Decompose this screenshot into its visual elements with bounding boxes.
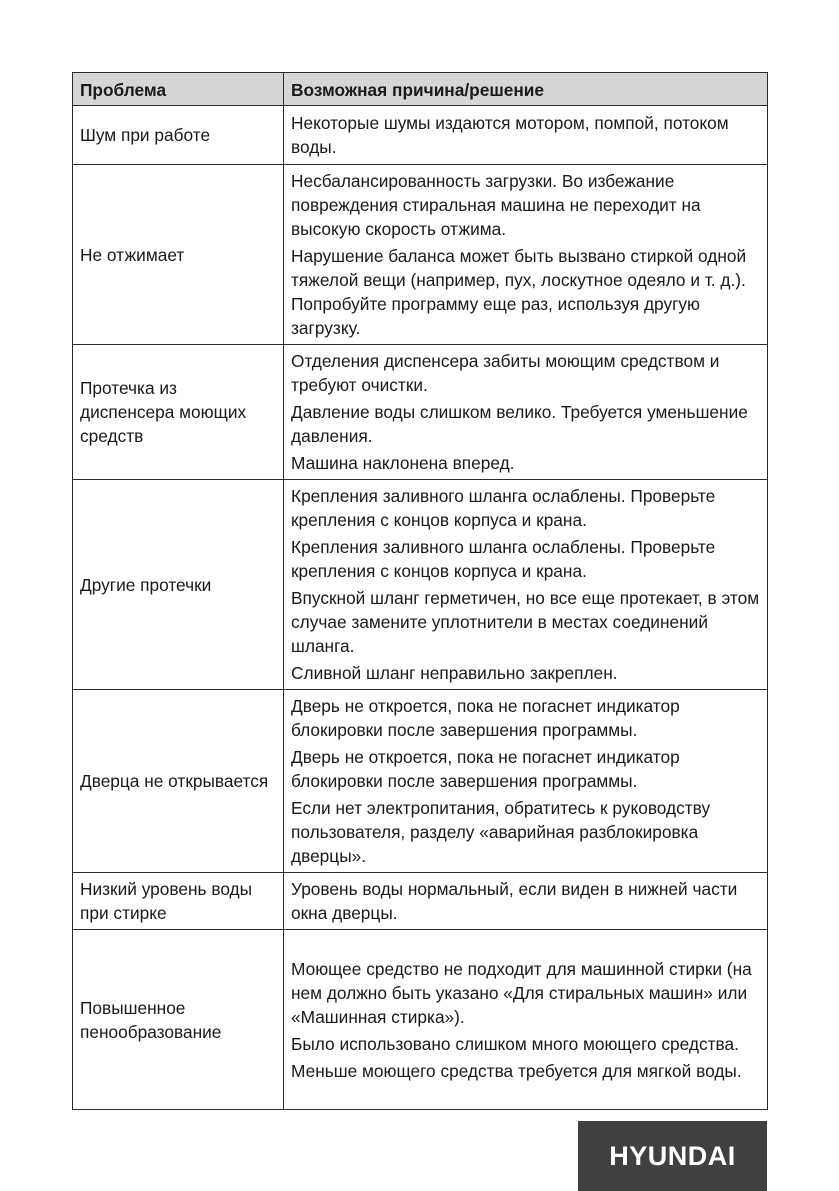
- problem-cell: Шум при работе: [73, 106, 284, 165]
- solution-text: Сливной шланг неправильно закреплен.: [291, 663, 618, 683]
- problem-cell: Дверца не открывается: [73, 690, 284, 873]
- table-row: [73, 345, 768, 480]
- solution-text: Отделения диспенсера забиты моющим средством и требуют очистки.: [291, 351, 720, 395]
- solution-text: Некоторые шумы издаются мотором, помпой, потоком воды.: [291, 113, 729, 157]
- hyundai-logo: [578, 1121, 767, 1191]
- solution-text: Если нет электропитания, обратитесь к руководству пользователя, разделу «аварийная разблокировка дверцы».: [291, 798, 711, 866]
- troubleshooting-table: [72, 72, 768, 1110]
- solution-cell: [284, 106, 768, 165]
- header-problem: Проблема: [73, 73, 284, 106]
- table-row: [73, 165, 768, 345]
- solution-text: Меньше моющего средства требуется для мягкой воды.: [291, 1060, 742, 1081]
- solution-text: Давление воды слишком велико. Требуется уменьшение давления.: [291, 402, 748, 446]
- solution-text: Уровень воды нормальный, если виден в нижней части окна дверцы.: [291, 879, 738, 923]
- table-row: [73, 690, 768, 873]
- problem-cell: Протечка из диспенсера моющих средств: [73, 345, 284, 480]
- solution-text: Было использовано слишком много моющего средства.: [291, 1033, 739, 1054]
- solution-cell: [284, 690, 768, 873]
- solution-text: Дверь не откроется, пока не погаснет индикатор блокировки после завершения программы.: [291, 747, 680, 791]
- header-solution: Возможная причина/решение: [284, 73, 768, 106]
- table-header-row: [73, 73, 768, 106]
- solution-text: Крепления заливного шланга ослаблены. Проверьте крепления с концов корпуса и крана.: [291, 486, 716, 530]
- logo-text: HYUNDAI: [609, 1140, 736, 1171]
- solution-text: Несбалансированность загрузки. Во избежание повреждения стиральная машина не переходит на высокую скорость отжима.: [291, 171, 701, 239]
- solution-cell: [284, 873, 768, 930]
- problem-cell: Повышенное пенообразование: [73, 930, 284, 1110]
- solution-text: Дверь не откроется, пока не погаснет индикатор блокировки после завершения программы.: [291, 696, 680, 740]
- table-row: [73, 930, 768, 1110]
- table-row: [73, 480, 768, 690]
- problem-cell: Другие протечки: [73, 480, 284, 690]
- solution-cell: [284, 930, 768, 1110]
- solution-text: Нарушение баланса может быть вызвано стиркой одной тяжелой вещи (например, пух, лоскутное одеяло и т. д.). Попробуйте программу еще раз, используя другую загрузку.: [291, 246, 747, 338]
- table-row: [73, 873, 768, 930]
- solution-text: Впускной шланг герметичен, но все еще протекает, в этом случае замените уплотнители в местах соединений шланга.: [291, 588, 760, 656]
- solution-text: Моющее средство не подходит для машинной стирки (на нем должно быть указано «Для стиральных машин» или «Машинная стирка»).: [291, 958, 752, 1027]
- problem-cell: Не отжимает: [73, 165, 284, 345]
- solution-cell: [284, 480, 768, 690]
- solution-cell: [284, 165, 768, 345]
- problem-cell: Низкий уровень воды при стирке: [73, 873, 284, 930]
- solution-text: Крепления заливного шланга ослаблены. Проверьте крепления с концов корпуса и крана.: [291, 537, 716, 581]
- solution-text: Машина наклонена вперед.: [291, 453, 515, 473]
- solution-cell: [284, 345, 768, 480]
- table-row: [73, 106, 768, 165]
